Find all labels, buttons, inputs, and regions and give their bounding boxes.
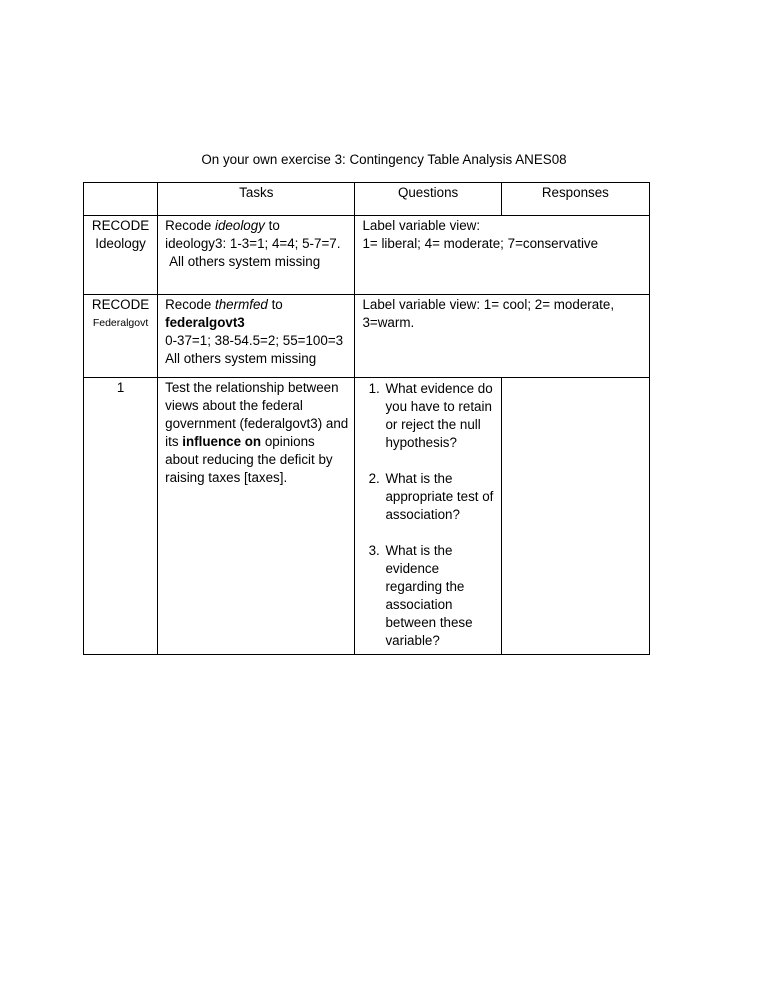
question-item-1: 1. What evidence do you have to retain or reject the null hypothesis?	[383, 380, 498, 452]
variable-name-thermfed: thermfed	[215, 297, 268, 312]
exercise-table	[83, 182, 650, 655]
document-title: On your own exercise 3: Contingency Table Analysis ANES08	[201, 152, 567, 167]
task-line1: Recode thermfed to	[165, 297, 283, 312]
question-cell	[355, 216, 650, 295]
questions-list	[355, 378, 500, 650]
task-line2: ideology3: 1-3=1; 4=4; 5-7=7.	[165, 236, 341, 251]
question-item-2: 2. What is the appropriate test of association?	[383, 470, 498, 524]
question-cell	[355, 295, 650, 378]
task-cell	[158, 295, 355, 378]
header-responses: Responses	[501, 183, 649, 216]
task-line1: Recode ideology to	[165, 218, 280, 233]
task-line3: 0-37=1; 38-54.5=2; 55=100=3	[165, 333, 344, 348]
variable-name-ideology: ideology	[215, 218, 265, 233]
row-label: 1	[116, 380, 125, 395]
question-item-3: 3. What is the evidence regarding the association between these variable?	[383, 542, 498, 650]
row-label-cell	[84, 295, 158, 378]
table-row-1	[84, 378, 650, 655]
question-line2: 3=warm.	[362, 315, 415, 330]
task-line3: All others system missing	[169, 254, 321, 269]
question-line1: Label variable view: 1= cool; 2= moderate,	[362, 297, 615, 312]
table-header-row	[84, 183, 650, 216]
row-label-line2: Ideology	[95, 236, 146, 251]
response-cell[interactable]	[501, 378, 649, 655]
row-label-line2: Federalgovt	[92, 317, 149, 329]
task-cell	[158, 378, 355, 655]
row-label-line1: RECODE	[91, 218, 150, 233]
task-emphasis: influence on	[182, 434, 262, 449]
variable-name-federalgovt3: federalgovt3	[165, 315, 245, 330]
header-blank-cell	[84, 183, 158, 216]
task-cell	[158, 216, 355, 295]
table-row-ideology	[84, 216, 650, 295]
task-text: Test the relationship between views about the federal government (federalgovt3) and its influence on opinions about reducing the deficit by raising taxes [taxes].	[165, 380, 349, 485]
row-label-cell	[84, 378, 158, 655]
task-line2	[165, 314, 350, 332]
table-row-federalgovt	[84, 295, 650, 378]
question-line1: Label variable view:	[362, 218, 481, 233]
questions-cell	[355, 378, 501, 655]
header-tasks: Tasks	[158, 183, 355, 216]
question-line2: 1= liberal; 4= moderate; 7=conservative	[362, 236, 599, 251]
task-line4: All others system missing	[165, 351, 317, 366]
header-questions: Questions	[355, 183, 501, 216]
row-label-cell	[84, 216, 158, 295]
row-label-line1: RECODE	[91, 297, 150, 312]
